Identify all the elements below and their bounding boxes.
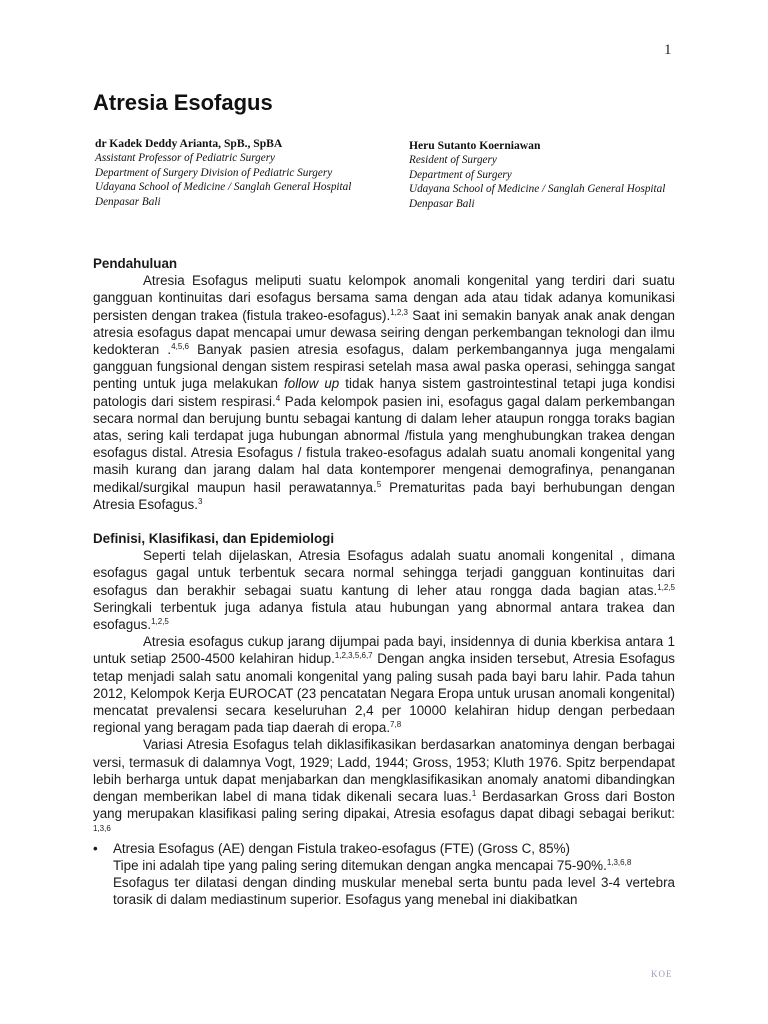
citation: 5: [376, 479, 382, 489]
author-block-1: [95, 137, 351, 209]
list-item-title: Atresia Esofagus (AE) dengan Fistula trakeo-esofagus (FTE) (Gross C, 85%): [113, 840, 570, 856]
paragraph-text: Pada kelompok pasien ini, esofagus gagal dalam perkembangan secara normal dan berujung buntu sebagai kantung di dalam leher ataupun rongga toraks bagian atas, sering kali terdapat juga hubungan abnormal /fistula yang menghubungkan trakea dengan esofagus distal. Atresia Esofagus / fistula trakeo-esofagus adalah suatu anomali kongenital yang masih kurang dan jarang dalam hal data kontemporer mengenai demografinya, penanganan medikal/surgikal maupun hasil perawatannya.: [93, 393, 675, 495]
paragraph-text: Saat ini semakin banyak anak anak dengan atresia esofagus dapat mencapai umur dewasa seiring dengan perkembangan teknologi dan ilmu kedokteran .: [93, 307, 675, 358]
emphasis-text: follow up: [284, 376, 340, 392]
author-name: Heru Sutanto Koerniawan: [409, 139, 541, 152]
citation: 3: [197, 496, 203, 506]
page-number: 1: [664, 42, 672, 58]
bullet-icon: •: [93, 840, 98, 856]
paragraph-definisi-1: [93, 547, 675, 633]
author-affiliation-line: Department of Surgery Division of Pediatric Surgery: [95, 166, 333, 179]
footer-mark: KOE: [651, 969, 673, 979]
paragraph-text: Seringkali terbentuk juga adanya fistula atau hubungan yang abnormal antara trakea dan esofagus.: [93, 599, 675, 633]
citation: 4,5,6: [171, 342, 189, 352]
author-affiliation-line: Resident of Surgery: [409, 154, 497, 167]
paragraph-pendahuluan: [93, 272, 675, 513]
paragraph-text: Tipe ini adalah tipe yang paling sering ditemukan dengan angka mencapai 75-90%.: [113, 857, 607, 873]
citation: 1,3,6,8: [606, 857, 632, 867]
paragraph-text: Dengan angka insiden tersebut, Atresia Esofagus tetap menjadi salah satu anomali kongenital yang paling susah pada bayi baru lahir. Pada tahun 2012, Kelompok Kerja EUROCAT (23 pencatatan Negara Eropa untuk urusan anomali kongenital) mencatat prevalensi secara keseluruhan 2,4 per 10000 kelahiran hidup dengan perbedaan regional yang beragam pada tiap daerah di eropa.: [93, 651, 675, 736]
author-block-2: [409, 139, 665, 211]
list-item-text: [113, 857, 675, 874]
section-heading-definisi: Definisi, Klasifikasi, dan Epidemiologi: [93, 531, 335, 547]
citation: 1,2,3: [390, 307, 408, 317]
citation: 1,3,6: [93, 823, 111, 833]
author-affiliation-line: Denpasar Bali: [409, 197, 475, 210]
page-title: Atresia Esofagus: [93, 90, 273, 115]
paragraph-definisi-2: [93, 633, 675, 736]
author-affiliation-line: Assistant Professor of Pediatric Surgery: [95, 152, 276, 165]
author-affiliation-line: Department of Surgery: [409, 168, 512, 181]
citation: 1,2,5: [657, 582, 675, 592]
paragraph-text: Seperti telah dijelaskan, Atresia Esofagus adalah suatu anomali kongenital , dimana esofagus gagal untuk terbentuk secara normal sehingga terjadi gangguan kontinuitas dari esofagus dan berakhir sebagai suatu kantung di leher atau rongga dada bagian atas.: [93, 548, 675, 598]
citation: 4: [275, 393, 281, 403]
paragraph-text: tidak hanya sistem gastrointestinal tetapi juga kondisi patologis dari sistem respirasi.: [93, 376, 675, 409]
author-affiliation-line: Udayana School of Medicine / Sanglah General Hospital: [95, 181, 352, 194]
citation: 1,2,5: [151, 617, 169, 627]
citation: 1: [471, 789, 477, 799]
paragraph-text: Prematuritas pada bayi berhubungan dengan Atresia Esofagus.: [93, 479, 675, 512]
list-item: [93, 840, 675, 909]
author-affiliation-line: Denpasar Bali: [95, 195, 161, 208]
list-item-text: Esofagus ter dilatasi dengan dinding muskular menebal serta buntu pada level 3-4 vertebra torasik di dalam mediastinum superior. Esofagus yang menebal ini diakibatkan: [113, 875, 675, 908]
author-name: dr Kadek Deddy Arianta, SpB., SpBA: [95, 137, 283, 150]
paragraph-text: Variasi Atresia Esofagus telah diklasifikasikan berdasarkan anatominya dengan berbagai versi, termasuk di dalamnya Vogt, 1929; Ladd, 1944; Gross, 1953; Kluth 1976. Spitz berpendapat lebih berharga untuk dapat menjabarkan dan mengklasifikasikan anomaly anatomi dibandingkan dengan memberikan label di mana tidak dikenali secara luas.: [93, 737, 675, 805]
author-affiliation-line: Udayana School of Medicine / Sanglah General Hospital: [409, 183, 666, 196]
section-heading-pendahuluan: Pendahuluan: [93, 256, 178, 271]
paragraph-text: Atresia Esofagus meliputi suatu kelompok anomali kongenital yang terdiri dari suatu gangguan kontinuitas dari esofagus bersama sama dengan ada atau tidak adanya komunikasi persisten dengan trakea (fistula trakeo-esofagus).: [93, 273, 675, 323]
paragraph-text: Berdasarkan Gross dari Boston yang merupakan klasifikasi paling sering dipakai, Atresia esofagus dapat dibagi sebagai berikut:: [93, 789, 675, 822]
paragraph-definisi-3: [93, 736, 675, 839]
document-body: [93, 255, 675, 909]
citation: 7,8: [390, 720, 402, 730]
paragraph-text: Banyak pasien atresia esofagus, dalam perkembangannya juga mengalami gangguan fungsional dengan sistem respirasi setelah masa awal paska operasi, sehingga sangat penting untuk juga melakukan: [93, 342, 675, 392]
paragraph-text: Atresia esofagus cukup jarang dijumpai pada bayi, insidennya di dunia kberkisa antara 1 untuk setiap 2500-4500 kelahiran hidup.: [93, 634, 675, 667]
citation: 1,2,3,5,6,7: [334, 651, 373, 661]
